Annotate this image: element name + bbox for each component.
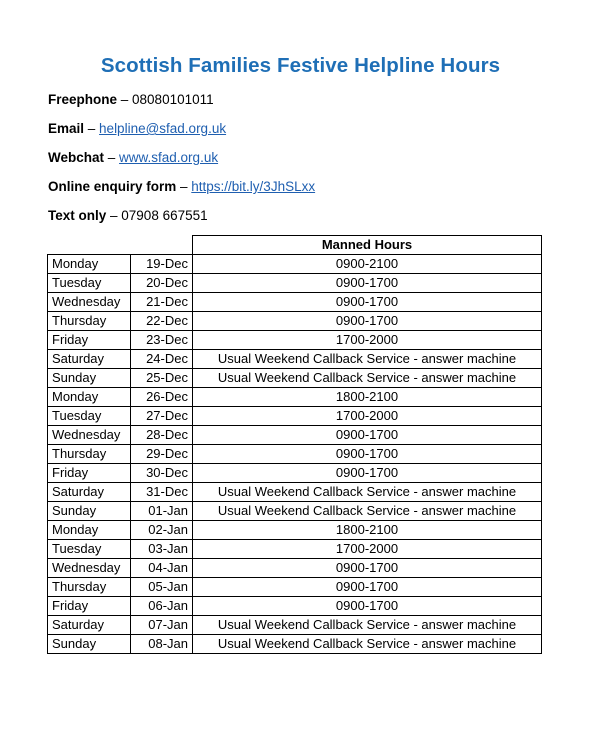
table-row [48,445,542,464]
table-row [48,635,542,654]
hours-cell: 0900-1700 [193,559,542,578]
table-header-row [48,236,542,255]
table-body [48,255,542,654]
webchat-line [48,150,218,165]
text-only-number: 07908 667551 [121,208,208,223]
table-row [48,293,542,312]
table-row [48,350,542,369]
date-cell: 06-Jan [131,597,193,616]
hours-cell: Usual Weekend Callback Service - answer machine [193,483,542,502]
table-row [48,559,542,578]
date-cell: 01-Jan [131,502,193,521]
header-empty-cell [131,236,193,255]
date-cell: 31-Dec [131,483,193,502]
date-cell: 26-Dec [131,388,193,407]
hours-cell: Usual Weekend Callback Service - answer machine [193,616,542,635]
enquiry-form-separator: – [176,179,192,194]
date-cell: 30-Dec [131,464,193,483]
hours-cell: 0900-1700 [193,312,542,331]
table-row [48,426,542,445]
header-empty-cell [48,236,131,255]
day-cell: Sunday [48,635,131,654]
freephone-number: 08080101011 [132,92,214,107]
table-row [48,312,542,331]
text-only-line [48,208,208,223]
table-row [48,540,542,559]
day-cell: Friday [48,331,131,350]
day-cell: Wednesday [48,559,131,578]
date-cell: 19-Dec [131,255,193,274]
hours-cell: 0900-1700 [193,464,542,483]
table-row [48,502,542,521]
hours-cell: 0900-1700 [193,274,542,293]
date-cell: 22-Dec [131,312,193,331]
day-cell: Wednesday [48,293,131,312]
page-title: Scottish Families Festive Helpline Hours [100,54,501,77]
day-cell: Saturday [48,616,131,635]
freephone-label: Freephone [48,92,118,107]
hours-cell: Usual Weekend Callback Service - answer machine [193,369,542,388]
date-cell: 28-Dec [131,426,193,445]
hours-cell: 0900-1700 [193,597,542,616]
table-row [48,578,542,597]
hours-cell: 1800-2100 [193,521,542,540]
hours-cell: 0900-1700 [193,578,542,597]
webchat-label: Webchat [48,150,105,165]
date-cell: 02-Jan [131,521,193,540]
hours-cell: 1700-2000 [193,540,542,559]
date-cell: 07-Jan [131,616,193,635]
hours-cell: 1700-2000 [193,407,542,426]
freephone-line [48,92,214,107]
day-cell: Monday [48,521,131,540]
day-cell: Saturday [48,350,131,369]
date-cell: 05-Jan [131,578,193,597]
webchat-link[interactable]: www.sfad.org.uk [119,150,219,165]
hours-cell: 0900-1700 [193,293,542,312]
freephone-separator: – [117,92,133,107]
date-cell: 03-Jan [131,540,193,559]
hours-cell: Usual Weekend Callback Service - answer machine [193,502,542,521]
hours-cell: Usual Weekend Callback Service - answer machine [193,635,542,654]
enquiry-form-line [48,179,315,194]
hours-cell: 0900-1700 [193,445,542,464]
enquiry-form-link[interactable]: https://bit.ly/3JhSLxx [191,179,316,194]
date-cell: 04-Jan [131,559,193,578]
table-row [48,597,542,616]
day-cell: Thursday [48,312,131,331]
webchat-separator: – [104,150,120,165]
email-label: Email [48,121,85,136]
table-row [48,369,542,388]
day-cell: Saturday [48,483,131,502]
date-cell: 29-Dec [131,445,193,464]
email-line [48,121,226,136]
email-separator: – [84,121,100,136]
date-cell: 20-Dec [131,274,193,293]
email-link[interactable]: helpline@sfad.org.uk [99,121,227,136]
helpline-hours-table [47,235,542,654]
date-cell: 25-Dec [131,369,193,388]
day-cell: Sunday [48,369,131,388]
day-cell: Thursday [48,578,131,597]
day-cell: Tuesday [48,274,131,293]
hours-cell: 0900-1700 [193,426,542,445]
day-cell: Monday [48,388,131,407]
table-row [48,331,542,350]
day-cell: Friday [48,597,131,616]
manned-hours-header: Manned Hours [193,236,542,255]
enquiry-form-label: Online enquiry form [48,179,177,194]
hours-cell: 1700-2000 [193,331,542,350]
date-cell: 21-Dec [131,293,193,312]
date-cell: 24-Dec [131,350,193,369]
table-row [48,388,542,407]
date-cell: 27-Dec [131,407,193,426]
day-cell: Sunday [48,502,131,521]
day-cell: Tuesday [48,540,131,559]
day-cell: Friday [48,464,131,483]
table-row [48,255,542,274]
table-row [48,616,542,635]
text-only-label: Text only [48,208,107,223]
table-row [48,464,542,483]
day-cell: Monday [48,255,131,274]
day-cell: Wednesday [48,426,131,445]
table-row [48,483,542,502]
table-row [48,274,542,293]
day-cell: Thursday [48,445,131,464]
hours-cell: 0900-2100 [193,255,542,274]
date-cell: 08-Jan [131,635,193,654]
hours-cell: Usual Weekend Callback Service - answer machine [193,350,542,369]
hours-cell: 1800-2100 [193,388,542,407]
text-only-separator: – [106,208,122,223]
table-row [48,521,542,540]
date-cell: 23-Dec [131,331,193,350]
table-row [48,407,542,426]
day-cell: Tuesday [48,407,131,426]
